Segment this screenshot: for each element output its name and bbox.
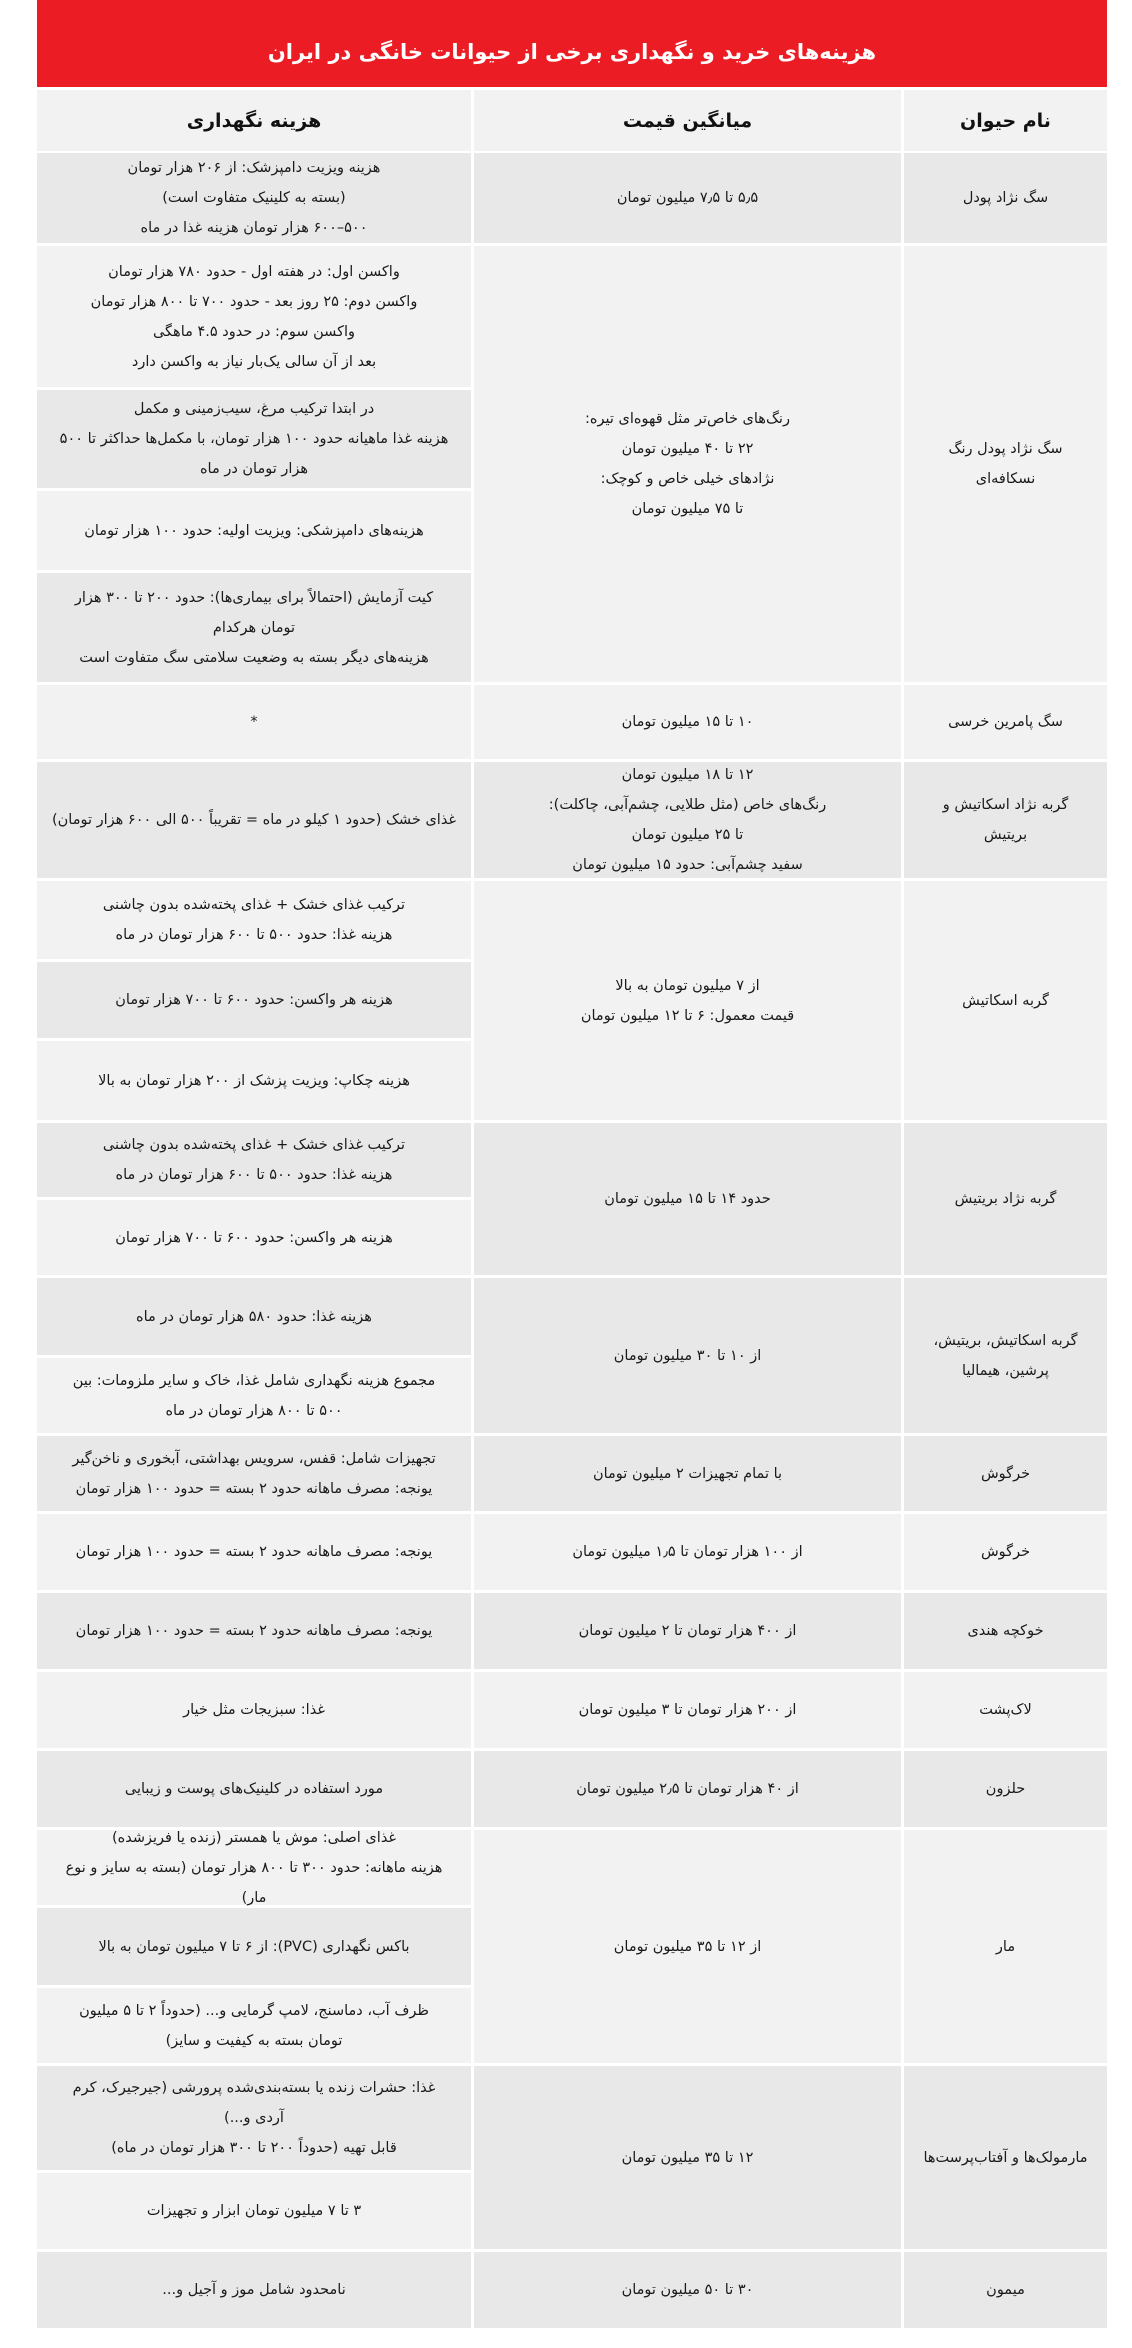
cell-animal: [904, 2252, 1107, 2328]
text-line: خوکچه هندی: [967, 1623, 1044, 1639]
cell-upkeep-text: [51, 1823, 457, 1913]
text-line: آردی و...): [224, 2110, 284, 2126]
cell-upkeep-text: [103, 890, 405, 950]
cell-upkeep-text: [76, 1537, 433, 1567]
text-line: سگ پامرین خرسی: [948, 714, 1063, 730]
text-line: سفید چشم‌آبی: حدود ۱۵ میلیون تومان: [572, 857, 803, 873]
text-line: گربه اسکاتیش، بریتیش،: [933, 1332, 1078, 1349]
cell-price: [474, 1593, 901, 1669]
text-line: سگ نژاد پودل رنگ: [948, 441, 1063, 457]
text-line: نسکافه‌ای: [975, 471, 1036, 487]
text-line: یونجه: مصرف ماهانه حدود ۲ بسته = حدود ۱۰۰ هزار تومان: [75, 1480, 433, 1497]
text-line: تا ۲۵ میلیون تومان: [631, 827, 744, 843]
cell-upkeep-text: [147, 2196, 361, 2226]
text-line: از ۴۰۰ هزار تومان تا ۲ میلیون تومان: [578, 1623, 797, 1639]
cell-upkeep-text: [79, 1996, 429, 2056]
cell-animal: [904, 1830, 1107, 2063]
cell-price-text: [576, 1774, 799, 1804]
cell-upkeep: [37, 1672, 471, 1748]
text-line: رنگ‌های خاص (مثل طلایی، چشم‌آبی، چاکلت):: [548, 797, 827, 813]
header-price: میانگین قیمت: [474, 90, 901, 151]
cell-upkeep: [37, 1830, 471, 1905]
cell-price: [474, 2066, 901, 2249]
text-line: مارمولک‌ها و آفتاب‌پرست‌ها: [923, 2149, 1088, 2166]
cell-animal-text: [923, 2143, 1087, 2173]
text-line: از ۷ میلیون تومان به بالا: [615, 977, 760, 994]
text-line: باکس نگهداری (PVC): از ۶ تا ۷ میلیون تومان به بالا: [98, 1938, 410, 1955]
text-line: ۳ تا ۷ میلیون تومان ابزار و تجهیزات: [146, 2203, 362, 2219]
text-line: در ابتدا ترکیب مرغ، سیب‌زمینی و مکمل: [133, 401, 375, 417]
cell-price: [474, 1751, 901, 1827]
text-line: با تمام تجهیزات ۲ میلیون تومان: [592, 1465, 783, 1482]
cell-price: [474, 1830, 901, 2063]
cell-animal: [904, 685, 1107, 759]
text-line: هزینه غذا ماهیانه حدود ۱۰۰ هزار تومان، با مکمل‌ها حداکثر تا ۵۰۰: [59, 431, 449, 447]
text-line: یونجه: مصرف ماهانه حدود ۲ بسته = حدود ۱۰۰ هزار تومان: [75, 1544, 433, 1560]
cell-animal: [904, 1514, 1107, 1590]
cell-upkeep-text: [75, 583, 433, 673]
text-line: هزینه غذا: حدود ۵۸۰ هزار تومان در ماه: [136, 1308, 372, 1325]
header-upkeep: هزینه نگهداری: [37, 90, 471, 151]
text-line: هزینه‌های دامپزشکی: ویزیت اولیه: حدود ۱۰۰ هزار تومان: [84, 522, 424, 539]
cell-animal-text: [962, 986, 1049, 1016]
text-line: غذای خشک (حدود ۱ کیلو در ماه = تقریباً ۵۰۰ الی ۶۰۰ هزار تومان): [51, 812, 457, 828]
cell-animal: [904, 762, 1107, 878]
text-line: گربه اسکاتیش: [962, 992, 1049, 1009]
text-line: مورد استفاده در کلینیک‌های پوست و زیبایی: [124, 1781, 384, 1797]
cell-upkeep: [37, 962, 471, 1038]
cell-upkeep-text: [115, 985, 392, 1015]
cell-animal: [904, 1593, 1107, 1669]
cell-animal: [904, 1278, 1107, 1433]
cell-animal-text: [986, 1774, 1025, 1804]
cell-animal: [904, 1123, 1107, 1275]
cell-upkeep: [37, 246, 471, 387]
cell-price: [474, 246, 901, 682]
cell-upkeep: [37, 1358, 471, 1433]
cell-price-text: [614, 1932, 762, 1962]
text-line: هزینه هر واکسن: حدود ۶۰۰ تا ۷۰۰ هزار تومان: [115, 992, 393, 1008]
text-line: قابل تهیه (حدوداً ۲۰۰ تا ۳۰۰ هزار تومان در ماه): [111, 2140, 397, 2156]
text-line: از ۱۰ تا ۳۰ میلیون تومان: [613, 1347, 762, 1364]
cell-upkeep: [37, 1123, 471, 1197]
cell-animal: [904, 1751, 1107, 1827]
cell-price-text: [622, 707, 754, 737]
cell-price: [474, 2252, 901, 2328]
cell-upkeep-text: [98, 1066, 410, 1096]
text-line: ۱۲ تا ۱۸ میلیون تومان: [621, 767, 754, 783]
cell-animal: [904, 1672, 1107, 1748]
cell-price: [474, 762, 901, 878]
text-line: لاک‌پشت: [979, 1702, 1032, 1718]
cell-upkeep-text: [103, 1130, 405, 1190]
text-line: گربه نژاد بریتیش: [954, 1191, 1057, 1207]
cell-upkeep-text: [72, 1444, 435, 1504]
cell-animal-text: [949, 434, 1063, 494]
cell-animal-text: [981, 1537, 1030, 1567]
cell-upkeep-text: [60, 394, 449, 484]
cell-price: [474, 1436, 901, 1511]
text-line: خرگوش: [980, 1544, 1031, 1560]
text-line: از ۴۰ هزار تومان تا ۲٫۵ میلیون تومان: [576, 1781, 799, 1797]
cell-animal-text: [943, 790, 1069, 850]
cell-animal-text: [986, 2275, 1025, 2305]
cell-upkeep-text: [125, 1774, 383, 1804]
text-line: هزینه غذا: حدود ۵۰۰ تا ۶۰۰ هزار تومان در ماه: [115, 1167, 393, 1183]
cell-price-text: [614, 1341, 762, 1371]
text-line: گربه نژاد اسکاتیش و: [942, 797, 1069, 813]
cell-animal-text: [948, 707, 1063, 737]
text-line: هزینه ماهانه: حدود ۳۰۰ تا ۸۰۰ هزار تومان (بسته به سایز و نوع مار): [65, 1859, 443, 1906]
text-line: غذا: حشرات زنده یا بسته‌بندی‌شده پرورشی (جیرجیرک، کرم: [72, 2080, 436, 2096]
cell-upkeep: [37, 1041, 471, 1120]
cell-upkeep: [37, 762, 471, 878]
cell-upkeep: [37, 573, 471, 682]
text-line: بعد از آن سالی یک‌بار نیاز به واکسن دارد: [131, 353, 377, 370]
cell-price-text: [593, 1459, 782, 1489]
text-line: (بسته به کلینیک متفاوت است): [162, 190, 346, 206]
cell-price-text: [579, 1616, 797, 1646]
text-line: ۵۰۰ تا ۸۰۰ هزار تومان در ماه: [165, 1402, 343, 1419]
cell-upkeep-text: [136, 1302, 372, 1332]
cell-upkeep: [37, 2066, 471, 2170]
cell-animal-text: [979, 1695, 1031, 1725]
text-line: از ۱۲ تا ۳۵ میلیون تومان: [613, 1938, 762, 1955]
text-line: قیمت معمول: ۶ تا ۱۲ میلیون تومان: [580, 1007, 795, 1024]
text-line: میمون: [986, 2282, 1025, 2298]
cell-upkeep: [37, 881, 471, 959]
text-line: هزینه چکاپ: ویزیت پزشک از ۲۰۰ هزار تومان به بالا: [98, 1072, 410, 1089]
text-line: خرگوش: [980, 1465, 1031, 1482]
cell-upkeep-text: [91, 257, 418, 377]
text-line: ۵٫۵ تا ۷٫۵ میلیون تومان: [616, 190, 759, 206]
text-line: هزینه‌های دیگر بسته به وضعیت سلامتی سگ متفاوت است: [79, 649, 429, 666]
text-line: تا ۷۵ میلیون تومان: [631, 501, 744, 517]
text-line: نژادهای خیلی خاص و کوچک:: [600, 471, 775, 487]
cell-price-text: [604, 1184, 771, 1214]
text-line: کیت آزمایش (احتمالاً برای بیماری‌ها): حدود ۲۰۰ تا ۳۰۰ هزار: [74, 589, 434, 606]
text-line: از ۲۰۰ هزار تومان تا ۳ میلیون تومان: [578, 1702, 797, 1718]
text-line: هزینه هر واکسن: حدود ۶۰۰ تا ۷۰۰ هزار تومان: [115, 1229, 393, 1246]
text-line: غذای اصلی: موش یا همستر (زنده یا فریزشده): [111, 1829, 397, 1846]
cell-price: [474, 1278, 901, 1433]
cell-upkeep-text: [250, 707, 257, 737]
cell-upkeep-text: [128, 153, 381, 243]
text-line: تومان بسته به کیفیت و سایز): [165, 2032, 343, 2049]
cell-upkeep: [37, 1436, 471, 1511]
cell-price-text: [549, 760, 826, 880]
cell-animal-text: [963, 183, 1048, 213]
page-title: هزینه‌های خرید و نگهداری برخی از حیوانات خانگی در ایران: [267, 40, 877, 64]
cell-upkeep: [37, 390, 471, 488]
text-line: واکسن سوم: در حدود ۴.۵ ماهگی: [152, 323, 356, 340]
cell-upkeep: [37, 1593, 471, 1669]
cell-animal-text: [955, 1184, 1057, 1214]
cell-upkeep: [37, 1908, 471, 1985]
cell-price: [474, 685, 901, 759]
text-line: مار: [995, 1938, 1016, 1955]
cell-animal: [904, 881, 1107, 1120]
text-line: تومان هرکدام: [212, 619, 296, 636]
cell-upkeep: [37, 153, 471, 243]
text-line: هزینه غذا: حدود ۵۰۰ تا ۶۰۰ هزار تومان در ماه: [115, 927, 393, 943]
cell-upkeep-text: [84, 516, 424, 546]
cell-upkeep-text: [98, 1932, 409, 1962]
cell-price-text: [572, 1537, 802, 1567]
text-line: ۵۰۰–۶۰۰ هزار تومان هزینه غذا در ماه: [140, 220, 368, 236]
text-line: غذا: سبزیجات مثل خیار: [183, 1702, 325, 1718]
text-line: رنگ‌های خاص‌تر مثل قهوه‌ای تیره:: [585, 411, 790, 427]
text-line: ترکیب غذای خشک + غذای پخته‌شده بدون چاشنی: [102, 897, 406, 913]
text-line: هزینه ویزیت دامپزشک: از ۲۰۶ هزار تومان: [127, 160, 381, 176]
cell-price: [474, 1672, 901, 1748]
cell-upkeep: [37, 1278, 471, 1355]
text-line: یونجه: مصرف ماهانه حدود ۲ بسته = حدود ۱۰۰ هزار تومان: [75, 1623, 433, 1639]
cell-price: [474, 1123, 901, 1275]
cell-upkeep: [37, 2252, 471, 2328]
cell-price-text: [579, 1695, 797, 1725]
cell-upkeep: [37, 1200, 471, 1275]
text-line: بریتیش: [983, 827, 1028, 843]
text-line: ۲۲ تا ۴۰ میلیون تومان: [621, 441, 754, 457]
cell-animal-text: [933, 1326, 1077, 1386]
text-line: ترکیب غذای خشک + غذای پخته‌شده بدون چاشنی: [102, 1137, 406, 1153]
text-line: از ۱۰۰ هزار تومان تا ۱٫۵ میلیون تومان: [572, 1544, 803, 1560]
cell-animal: [904, 153, 1107, 243]
cell-upkeep-text: [76, 1616, 433, 1646]
cell-animal-text: [967, 1616, 1043, 1646]
text-line: ۳۰ تا ۵۰ میلیون تومان: [621, 2282, 754, 2298]
cell-upkeep: [37, 1514, 471, 1590]
cell-animal-text: [981, 1459, 1030, 1489]
text-line: مجموع هزینه نگهداری شامل غذا، خاک و سایر ملزومات: بین: [72, 1372, 436, 1389]
cell-animal-text: [996, 1932, 1015, 1962]
cell-upkeep-text: [73, 1366, 436, 1426]
text-line: هزار تومان در ماه: [199, 461, 309, 477]
cell-upkeep-text: [73, 2073, 436, 2163]
text-line: ۱۲ تا ۳۵ میلیون تومان: [621, 2149, 754, 2166]
cell-animal: [904, 246, 1107, 682]
text-line: *: [250, 714, 258, 730]
text-line: واکسن دوم: ۲۵ روز بعد - حدود ۷۰۰ تا ۸۰۰ هزار تومان: [90, 293, 418, 310]
cell-price-text: [622, 2275, 754, 2305]
text-line: سگ نژاد پودل: [962, 190, 1049, 206]
text-line: تجهیزات شامل: قفس، سرویس بهداشتی، آبخوری و ناخن‌گیر: [72, 1450, 436, 1467]
cell-price-text: [617, 183, 758, 213]
cell-upkeep: [37, 685, 471, 759]
text-line: حلزون: [985, 1781, 1026, 1797]
cell-upkeep-text: [115, 1223, 392, 1253]
cell-price: [474, 153, 901, 243]
cell-upkeep: [37, 491, 471, 570]
cell-price: [474, 881, 901, 1120]
cell-upkeep: [37, 2173, 471, 2249]
cell-upkeep-text: [52, 805, 456, 835]
cell-upkeep-text: [183, 1695, 325, 1725]
text-line: واکسن اول: در هفته اول - حدود ۷۸۰ هزار تومان: [108, 263, 400, 280]
cell-animal: [904, 2066, 1107, 2249]
text-line: ظرف آب، دماسنج، لامپ گرمایی و... (حدوداً ۲ تا ۵ میلیون: [79, 2002, 429, 2019]
text-line: نامحدود شامل موز و آجیل و...: [162, 2282, 346, 2298]
title-banner: [37, 0, 1107, 87]
cell-price-text: [622, 2143, 754, 2173]
cell-animal: [904, 1436, 1107, 1511]
cell-price-text: [585, 404, 790, 524]
text-line: حدود ۱۴ تا ۱۵ میلیون تومان: [604, 1191, 771, 1207]
cell-price: [474, 1514, 901, 1590]
text-line: ۱۰ تا ۱۵ میلیون تومان: [621, 714, 754, 730]
cell-upkeep-text: [162, 2275, 345, 2305]
text-line: پرشین، هیمالیا: [962, 1362, 1049, 1379]
header-animal: نام حیوان: [904, 90, 1107, 151]
cell-upkeep: [37, 1988, 471, 2063]
cell-price-text: [581, 971, 794, 1031]
cell-upkeep: [37, 1751, 471, 1827]
